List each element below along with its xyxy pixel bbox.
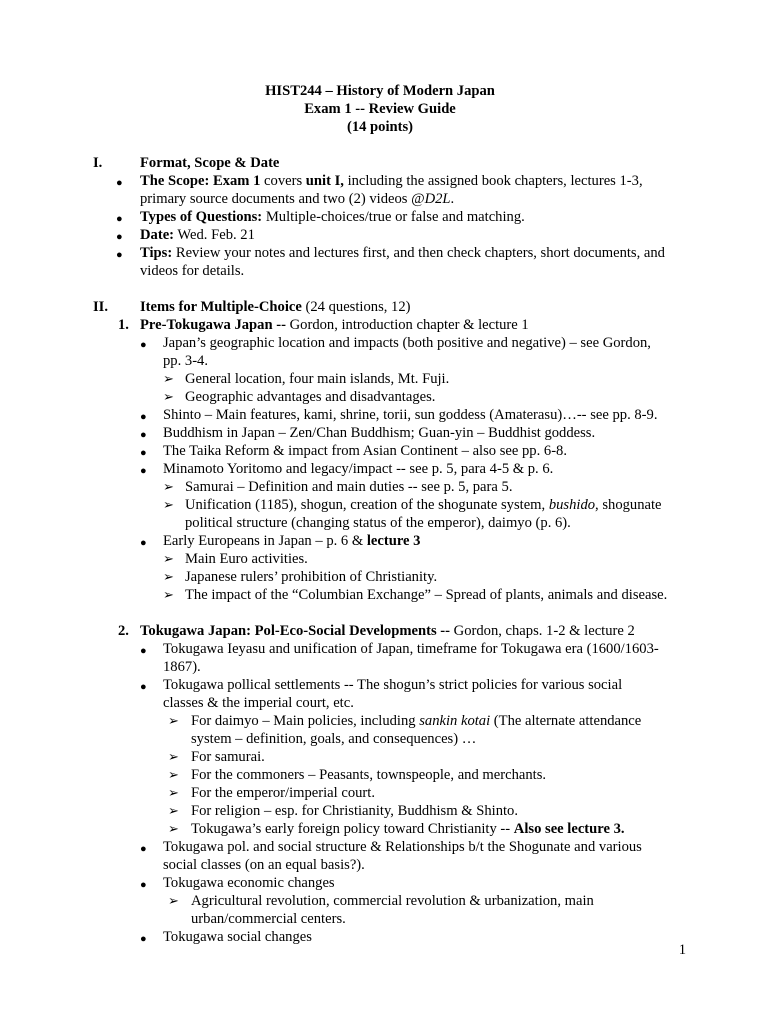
sub-list-item: For samurai. <box>191 749 265 765</box>
sub-list-item: For daimyo – Main policies, including sankin kotai (The alternate attendance <box>191 713 642 729</box>
bullet-icon: ● <box>140 411 147 423</box>
list-item: Buddhism in Japan – Zen/Chan Buddhism; Guan-yin – Buddhist goddess. <box>163 425 596 441</box>
bullet-icon: ● <box>140 339 147 351</box>
arrow-bullet-icon: ➢ <box>168 803 179 818</box>
section-2-heading: Items for Multiple-Choice (24 questions, 12) <box>140 299 411 315</box>
sub-list-item: Geographic advantages and disadvantages. <box>185 389 436 405</box>
date-item: Date: Wed. Feb. 21 <box>140 227 255 243</box>
tips-item: Tips: Review your notes and lectures first, and then check chapters, short documents, and <box>140 245 665 261</box>
arrow-bullet-icon: ➢ <box>168 785 179 800</box>
arrow-bullet-icon: ➢ <box>168 767 179 782</box>
bullet-icon: ● <box>116 177 123 189</box>
subsection-2-heading: Tokugawa Japan: Pol-Eco-Social Developments -- Gordon, chaps. 1-2 & lecture 2 <box>140 623 635 639</box>
list-item: Tokugawa pollical settlements -- The shogun’s strict policies for various social <box>163 677 623 693</box>
sub-list-item-cont: system – definition, goals, and consequences) … <box>191 731 477 747</box>
arrow-bullet-icon: ➢ <box>168 893 179 908</box>
sub-list-item: General location, four main islands, Mt. Fuji. <box>185 371 450 387</box>
subsection-2-number: 2. <box>118 623 129 639</box>
arrow-bullet-icon: ➢ <box>163 551 174 566</box>
document-title <box>0 83 760 136</box>
arrow-bullet-icon: ➢ <box>168 749 179 764</box>
sub-list-item: For the emperor/imperial court. <box>191 785 375 801</box>
sub-list-item: For the commoners – Peasants, townspeople, and merchants. <box>191 767 547 783</box>
list-item-cont: 1867). <box>163 659 201 675</box>
list-item-cont: classes & the imperial court, etc. <box>163 695 354 711</box>
bullet-icon: ● <box>140 933 147 945</box>
sub-list-item: Agricultural revolution, commercial revolution & urbanization, main <box>191 893 594 909</box>
course-title: HIST244 – History of Modern Japan <box>265 83 495 99</box>
sub-list-item: Main Euro activities. <box>185 551 308 567</box>
section-2-numeral: II. <box>93 299 109 315</box>
bullet-icon: ● <box>140 681 147 693</box>
list-item: Minamoto Yoritomo and legacy/impact -- see p. 5, para 4-5 & p. 6. <box>163 461 554 477</box>
section-1-heading: Format, Scope & Date <box>140 155 280 171</box>
arrow-bullet-icon: ➢ <box>163 587 174 602</box>
section-1-numeral: I. <box>93 155 103 171</box>
list-item: Tokugawa economic changes <box>163 875 335 891</box>
sub-list-item: Tokugawa’s early foreign policy toward Christianity -- Also see lecture 3. <box>191 821 625 837</box>
scope-item-cont: primary source documents and two (2) videos @D2L. <box>140 191 455 207</box>
sub-list-item-cont: urban/commercial centers. <box>191 911 346 927</box>
bullet-icon: ● <box>140 879 147 891</box>
bullet-icon: ● <box>116 213 123 225</box>
sub-list-item: Unification (1185), shogun, creation of the shogunate system, bushido, shogunate <box>185 497 662 513</box>
list-item-cont: pp. 3-4. <box>163 353 208 369</box>
list-item: Tokugawa social changes <box>163 929 312 945</box>
list-item: Tokugawa Ieyasu and unification of Japan, timeframe for Tokugawa era (1600/1603- <box>163 641 659 657</box>
tips-item-cont: videos for details. <box>140 263 245 279</box>
bullet-icon: ● <box>140 465 147 477</box>
bullet-icon: ● <box>140 537 147 549</box>
subsection-1-heading: Pre-Tokugawa Japan -- Gordon, introduction chapter & lecture 1 <box>140 317 529 333</box>
sub-list-item: Samurai – Definition and main duties -- see p. 5, para 5. <box>185 479 513 495</box>
list-item: Japan’s geographic location and impacts (both positive and negative) – see Gordon, <box>163 335 651 351</box>
arrow-bullet-icon: ➢ <box>163 371 174 386</box>
types-item: Types of Questions: Multiple-choices/true or false and matching. <box>140 209 525 225</box>
arrow-bullet-icon: ➢ <box>163 479 174 494</box>
scope-item: The Scope: Exam 1 covers unit I, including the assigned book chapters, lectures 1-3, <box>140 173 643 189</box>
sub-list-item: For religion – esp. for Christianity, Buddhism & Shinto. <box>191 803 519 819</box>
bullet-icon: ● <box>116 231 123 243</box>
list-item: Shinto – Main features, kami, shrine, torii, sun goddess (Amaterasu)…-- see pp. 8-9. <box>163 407 658 423</box>
sub-list-item-cont: political structure (changing status of the emperor), daimyo (p. 6). <box>185 515 571 531</box>
list-item: The Taika Reform & impact from Asian Continent – also see pp. 6-8. <box>163 443 568 459</box>
subsection-1-number: 1. <box>118 317 129 333</box>
bullet-icon: ● <box>140 645 147 657</box>
bullet-icon: ● <box>140 429 147 441</box>
list-item: Tokugawa pol. and social structure & Relationships b/t the Shogunate and various <box>163 839 642 855</box>
points-label: (14 points) <box>346 118 414 135</box>
arrow-bullet-icon: ➢ <box>168 821 179 836</box>
arrow-bullet-icon: ➢ <box>163 389 174 404</box>
page-number: 1 <box>678 942 686 958</box>
bullet-icon: ● <box>140 447 147 459</box>
arrow-bullet-icon: ➢ <box>163 569 174 584</box>
arrow-bullet-icon: ➢ <box>168 713 179 728</box>
bullet-icon: ● <box>116 249 123 261</box>
sub-list-item: Japanese rulers’ prohibition of Christianity. <box>185 569 438 585</box>
sub-list-item: The impact of the “Columbian Exchange” – Spread of plants, animals and disease. <box>185 587 668 603</box>
list-item: Early Europeans in Japan – p. 6 & lecture 3 <box>163 533 421 549</box>
arrow-bullet-icon: ➢ <box>163 497 174 512</box>
exam-title: Exam 1 -- Review Guide <box>304 100 456 117</box>
list-item-cont: social classes (on an equal basis?). <box>163 857 365 873</box>
bullet-icon: ● <box>140 843 147 855</box>
